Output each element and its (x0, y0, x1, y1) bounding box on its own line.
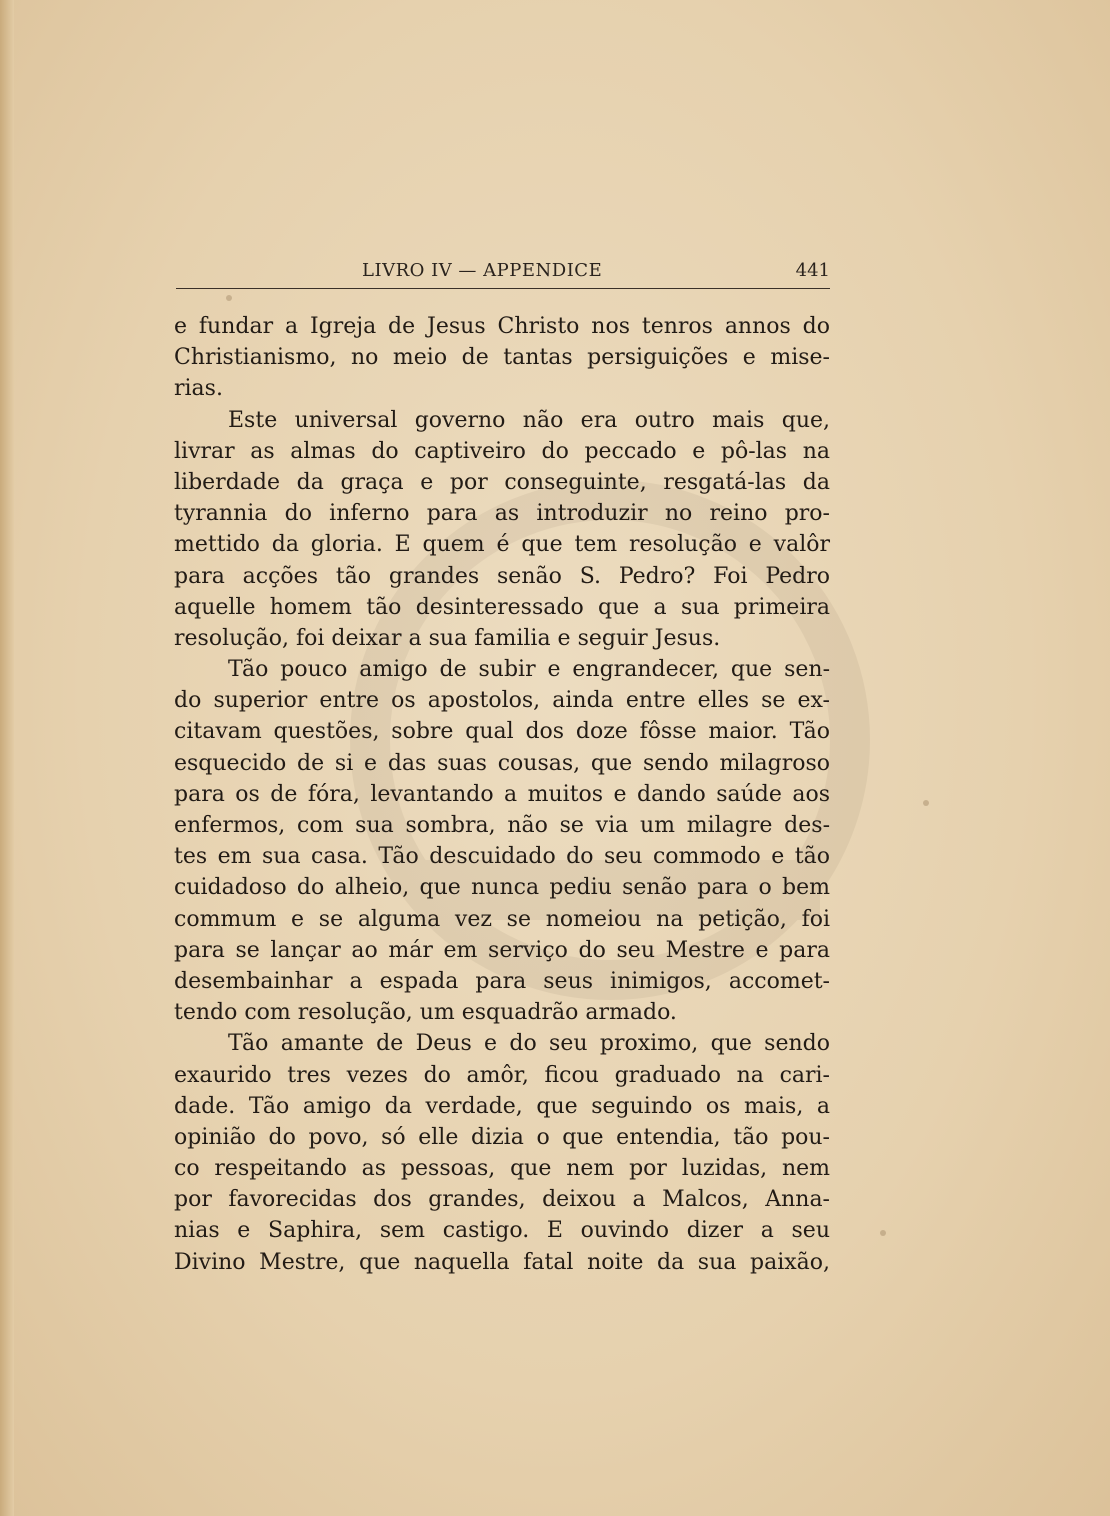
text-line: por favorecidas dos grandes, deixou a Malcos, Anna- (174, 1187, 830, 1213)
text-line: tes em sua casa. Tão descuidado do seu commodo e tão (174, 844, 830, 870)
text-line: co respeitando as pessoas, que nem por luzidas, nem (174, 1156, 830, 1182)
text-line: Tão pouco amigo de subir e engrandecer, que sen- (228, 657, 830, 683)
text-line: rias. (174, 376, 223, 402)
text-line: do superior entre os apostolos, ainda entre elles se ex- (174, 688, 830, 714)
text-line: opinião do povo, só elle dizia o que entendia, tão pou- (174, 1124, 830, 1150)
text-line: e fundar a Igreja de Jesus Christo nos tenros annos do (174, 314, 830, 339)
text-line: esquecido de si e das suas cousas, que sendo milagroso (174, 750, 830, 776)
text-line: citavam questões, sobre qual dos doze fôsse maior. Tão (174, 719, 830, 745)
text-line: liberdade da graça e por conseguinte, resgatá-las da (174, 469, 830, 495)
text-line: para os de fóra, levantando a muitos e dando saúde aos (174, 781, 830, 807)
text-line: commum e se alguma vez se nomeiou na petição, foi (174, 906, 830, 932)
text-line: resolução, foi deixar a sua familia e seguir Jesus. (174, 625, 721, 651)
text-line: exaurido tres vezes do amôr, ficou graduado na cari- (174, 1062, 830, 1088)
page-number: 441 (795, 260, 830, 281)
text-line: tendo com resolução, um esquadrão armado. (174, 1000, 677, 1026)
text-line: livrar as almas do captiveiro do peccado e pô-las na (174, 438, 830, 464)
text-line: tyrannia do inferno para as introduzir no reino pro- (174, 501, 830, 527)
page-left-edge (0, 0, 14, 1516)
text-line: Christianismo, no meio de tantas persiguições e mise- (174, 345, 830, 371)
page-header (176, 258, 830, 289)
body-text (174, 311, 830, 1278)
running-title: LIVRO IV — APPENDICE (362, 260, 603, 281)
text-line: Este universal governo não era outro mais que, (228, 407, 830, 433)
text-line: enfermos, com sua sombra, não se via um milagre des- (174, 813, 830, 838)
paper-speck (923, 800, 929, 806)
text-line: Divino Mestre, que naquella fatal noite da sua paixão, (174, 1249, 830, 1275)
paper-speck (880, 1230, 886, 1236)
paper-speck (226, 295, 232, 301)
text-line: Tão amante de Deus e do seu proximo, que sendo (228, 1031, 830, 1057)
text-line: nias e Saphira, sem castigo. E ouvindo dizer a seu (174, 1218, 830, 1244)
text-line: para acções tão grandes senão S. Pedro? Foi Pedro (174, 563, 830, 589)
text-line: aquelle homem tão desinteressado que a sua primeira (174, 594, 830, 620)
text-line: desembainhar a espada para seus inimigos, accomet- (174, 968, 830, 994)
text-line: mettido da gloria. E quem é que tem resolução e valôr (174, 532, 830, 558)
text-line: para se lançar ao már em serviço do seu Mestre e para (174, 937, 830, 963)
text-line: cuidadoso do alheio, que nunca pediu senão para o bem (174, 875, 830, 901)
text-line: dade. Tão amigo da verdade, que seguindo os mais, a (174, 1093, 830, 1119)
